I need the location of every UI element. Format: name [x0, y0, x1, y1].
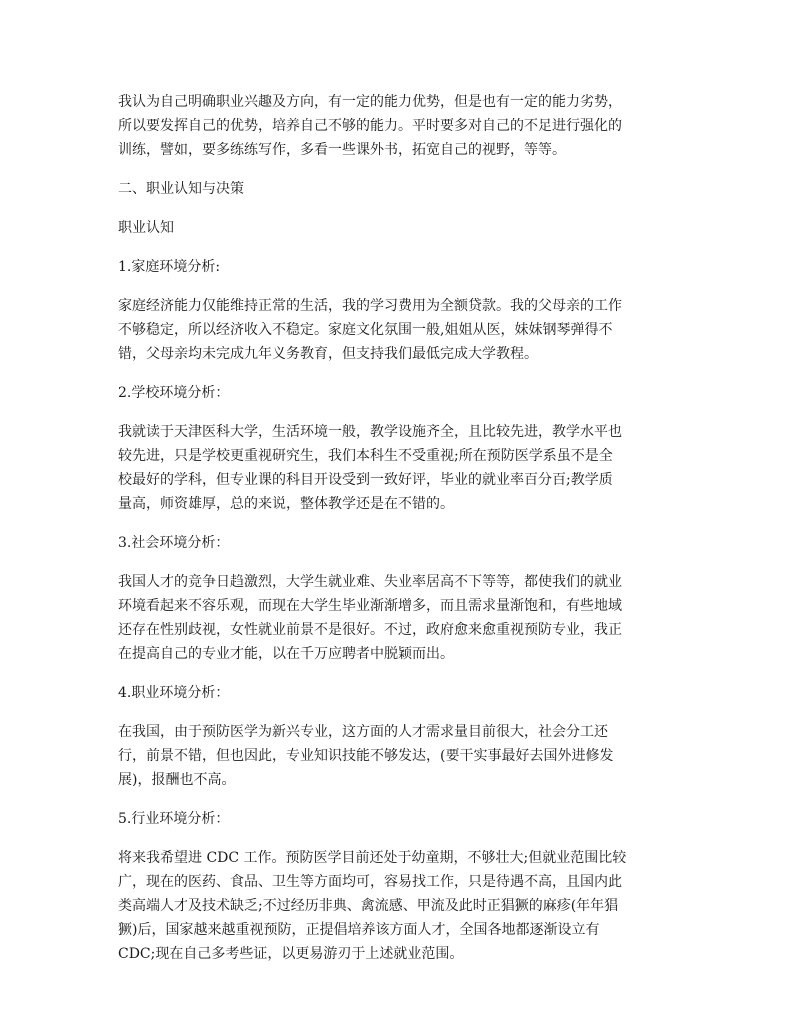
career-analysis-heading: 4.职业环境分析： — [118, 685, 230, 701]
subsection-title: 职业认知 — [118, 220, 174, 236]
school-analysis-heading: 2.学校环境分析： — [118, 385, 230, 401]
industry-analysis-heading: 5.行业环境分析： — [118, 811, 230, 827]
family-analysis-body: 家庭经济能力仅能维持正常的生活，我的学习费用为全额贷款。我的父母亲的工作 不够稳定，所以经济收入不稳定。家庭文化氛围一般,姐姐从医，妹妹钢琴弹得不 错，父母亲均未完成九年义务教育，但支持我们最低完成大学教程。 — [118, 298, 622, 362]
document-page — [118, 90, 684, 981]
career-analysis-body: 在我国，由于预防医学为新兴专业，这方面的人才需求量目前很大，社会分工还 行，前景不错，但也因此，专业知识技能不够发达，(要干实事最好去国外进修发 展)，报酬也不高。 — [118, 724, 614, 788]
industry-analysis-body: 将来我希望进 CDC 工作。预防医学目前还处于幼童期，不够壮大;但就业范围比较 广，现在的医药、食品、卫生等方面均可，容易找工作，只是待遇不高，且国内此 类高端人才及技术缺乏;不过经历非典、禽流感、甲流及此时正猖獗的麻疹(年年猖 獗)后，国家越来越重视预防，正提倡培养该方面人才，全国各地都逐渐设立有 CDC;现在自己多考些证，以更易游刃于上述就业范围。 — [118, 850, 627, 962]
school-analysis-body: 我就读于天津医科大学，生活环境一般，教学设施齐全，且比较先进，教学水平也 较先进，只是学校更重视研究生，我们本科生不受重视;所在预防医学系虽不是全 校最好的学科，但专业课的科目开设受到一致好评，毕业的就业率百分百;教学质 量高，师资雄厚，总的来说，整体教学还是在不错的。 — [118, 424, 622, 512]
intro-paragraph: 我认为自己明确职业兴趣及方向，有一定的能力优势，但是也有一定的能力劣势， 所以要发挥自己的优势，培养自己不够的能力。平时要多对自己的不足进行强化的 训练，譬如，要多练练写作，多看一些课外书，拓宽自己的视野，等等。 — [118, 94, 622, 158]
society-analysis-body: 我国人才的竞争日趋激烈，大学生就业难、失业率居高不下等等，都使我们的就业 环境看起来不容乐观，而现在大学生毕业渐渐增多，而且需求量渐饱和，有些地域 还存在性别歧视，女性就业前景不是很好。不过，政府愈来愈重视预防专业，我正 在提高自己的专业才能，以在千万应聘者中脱颖而出。 — [118, 574, 622, 662]
family-analysis-heading: 1.家庭环境分析: — [118, 259, 221, 275]
section-title: 二、职业认知与决策 — [118, 181, 244, 197]
society-analysis-heading: 3.社会环境分析： — [118, 535, 230, 551]
